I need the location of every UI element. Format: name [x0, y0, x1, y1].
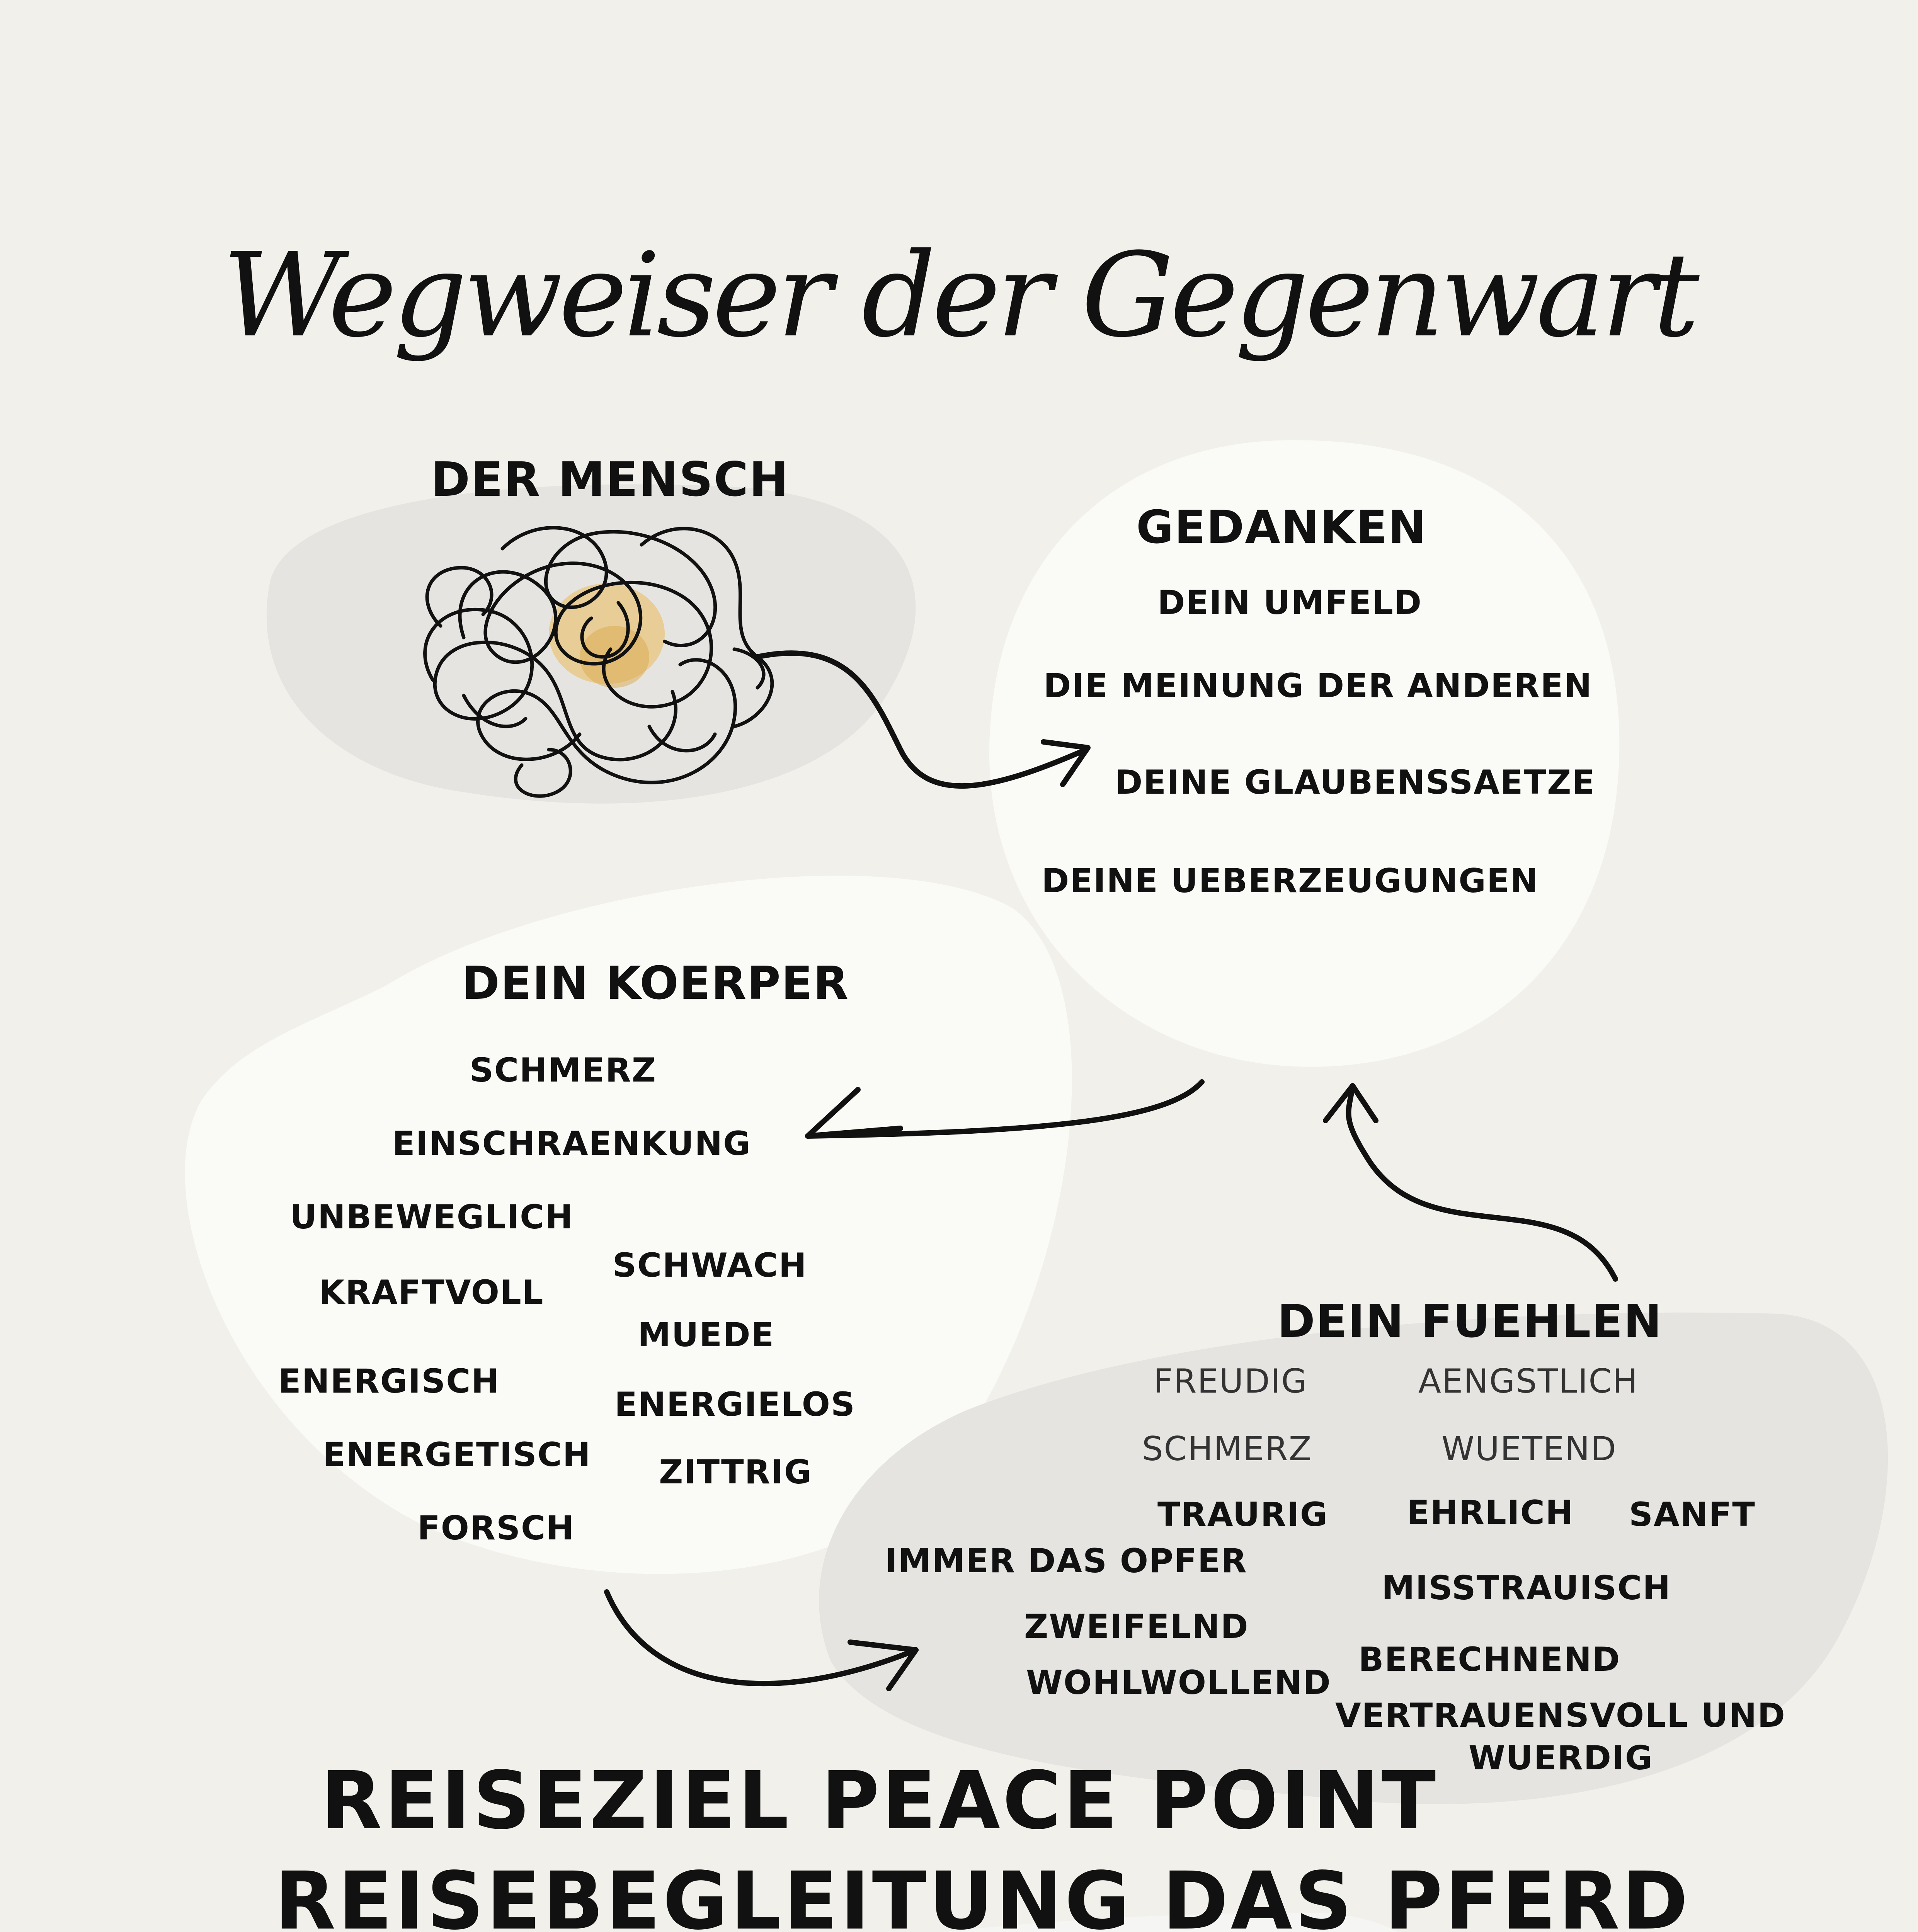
- koerper-item: SCHMERZ: [470, 1051, 657, 1090]
- fuehlen-item: IMMER DAS OPFER: [885, 1542, 1247, 1580]
- fuehlen-item: TRAURIG: [1157, 1495, 1328, 1534]
- fuehlen-item: BERECHNEND: [1358, 1640, 1621, 1679]
- fuehlen-item: FREUDIG: [1154, 1362, 1308, 1401]
- fuehlen-item: WUERDIG: [1469, 1739, 1653, 1777]
- koerper-item: ENERGISCH: [278, 1362, 500, 1401]
- fuehlen-item: WUETEND: [1441, 1430, 1617, 1468]
- reisebegleitung-line: REISEBEGLEITUNG DAS PFERD: [274, 1855, 1691, 1932]
- koerper-item: ZITTRIG: [659, 1453, 812, 1492]
- fuehlen-item: ZWEIFELND: [1024, 1607, 1249, 1646]
- gedanken-item: DIE MEINUNG DER ANDEREN: [1043, 667, 1593, 705]
- fuehlen-heading: DEIN FUEHLEN: [1277, 1294, 1663, 1348]
- gedanken-item: DEIN UMFELD: [1157, 583, 1423, 622]
- fuehlen-item: AENGSTLICH: [1418, 1362, 1639, 1401]
- mensch-heading: DER MENSCH: [431, 452, 790, 507]
- koerper-item: MUEDE: [638, 1316, 775, 1354]
- fuehlen-item: SANFT: [1629, 1495, 1756, 1534]
- fuehlen-item: SCHMERZ: [1142, 1430, 1312, 1468]
- reiseziel-line: REISEZIEL PEACE POINT: [321, 1754, 1438, 1847]
- koerper-heading: DEIN KOERPER: [462, 956, 849, 1010]
- koerper-item: EINSCHRAENKUNG: [392, 1124, 751, 1163]
- arrow-fuehlen-to-gedanken: [1326, 1086, 1615, 1279]
- koerper-item: UNBEWEGLICH: [290, 1198, 574, 1236]
- koerper-item: ENERGIELOS: [614, 1385, 856, 1424]
- koerper-item: ENERGETISCH: [323, 1435, 591, 1474]
- gedanken-item: DEINE UEBERZEUGUNGEN: [1042, 862, 1539, 900]
- koerper-item: SCHWACH: [613, 1246, 807, 1285]
- koerper-item: FORSCH: [417, 1509, 575, 1548]
- koerper-item: KRAFTVOLL: [319, 1273, 544, 1312]
- gedanken-item: DEINE GLAUBENSSAETZE: [1115, 763, 1596, 802]
- gedanken-heading: GEDANKEN: [1136, 500, 1427, 554]
- fuehlen-item: EHRLICH: [1407, 1493, 1574, 1532]
- fuehlen-item: WOHLWOLLEND: [1026, 1663, 1331, 1702]
- page-title: Wegweiser der Gegenwart: [222, 228, 1696, 363]
- fuehlen-item: MISSTRAUISCH: [1382, 1569, 1671, 1607]
- fuehlen-item: VERTRAUENSVOLL UND: [1335, 1696, 1786, 1735]
